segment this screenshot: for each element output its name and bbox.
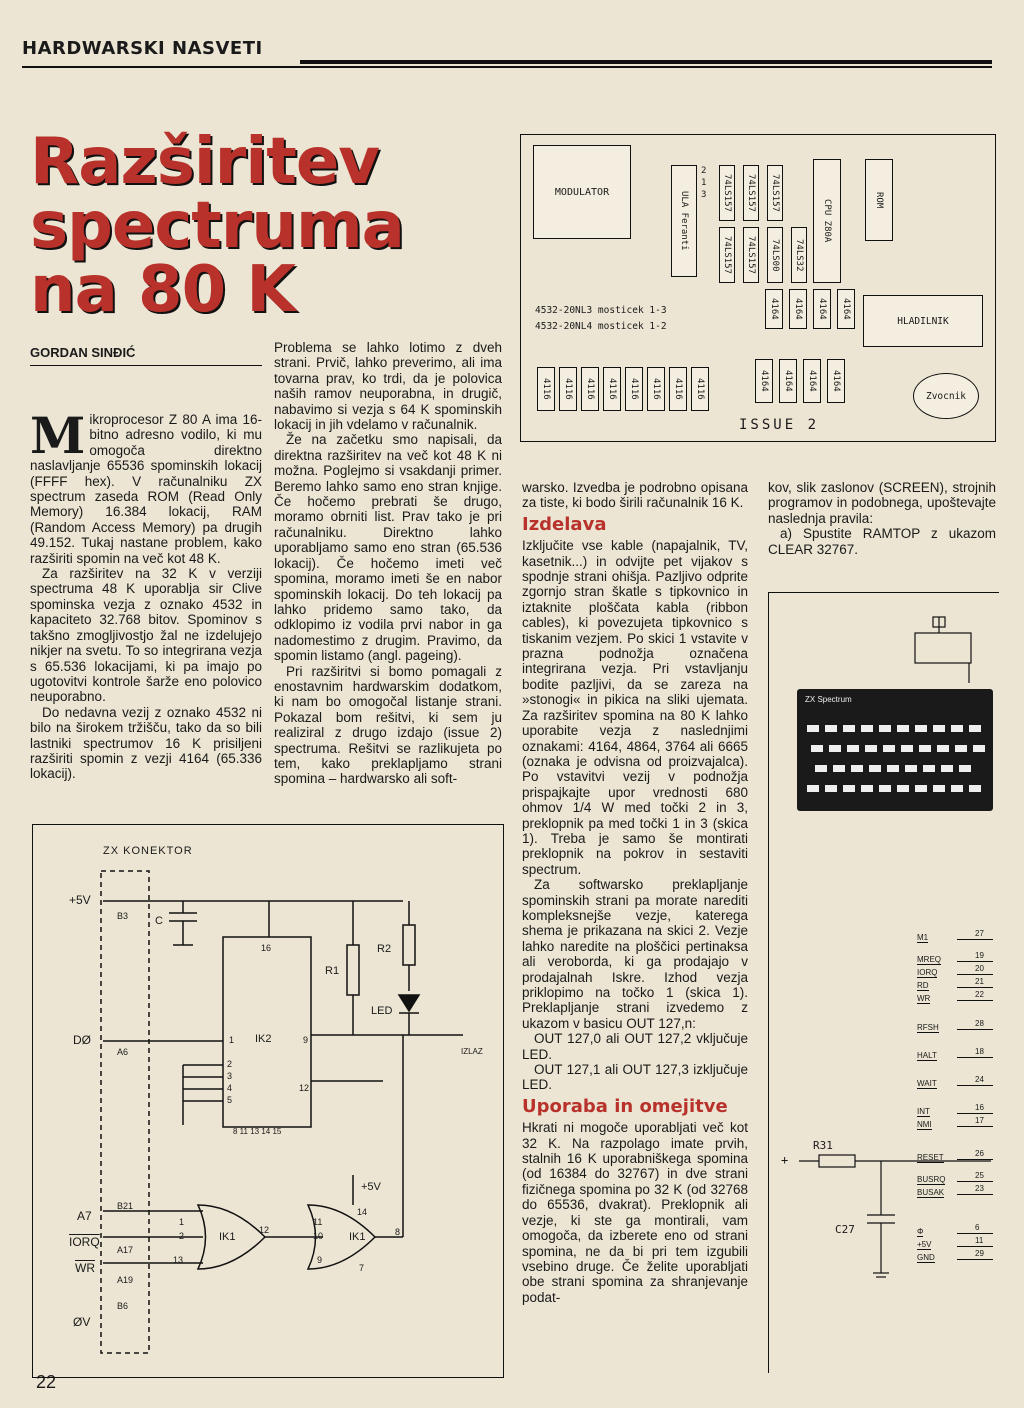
ram-4116-7: 4116 bbox=[669, 367, 687, 411]
logic-chip-top-3: 74LS157 bbox=[767, 165, 783, 221]
zx-signal-line bbox=[957, 1181, 993, 1182]
label-a7: A7 bbox=[77, 1209, 92, 1223]
label-c27: C27 bbox=[835, 1223, 855, 1236]
zx-signal-pin: 11 bbox=[975, 1236, 984, 1245]
zx-signal-label: GND bbox=[917, 1253, 935, 1262]
zx-signal-pin: 21 bbox=[975, 977, 984, 986]
drop-cap: M bbox=[30, 406, 86, 465]
title-line-1: Razširitev bbox=[30, 125, 379, 199]
zx-signal-label: IORQ bbox=[917, 968, 938, 977]
pin-a17: A17 bbox=[117, 1245, 134, 1255]
header-rule bbox=[300, 60, 992, 64]
dram-lower-3: 4164 bbox=[803, 359, 821, 403]
zx-signal-line bbox=[957, 1000, 993, 1001]
zx-signal-label: RFSH bbox=[917, 1023, 939, 1032]
zx-signal-label: WAIT bbox=[917, 1079, 937, 1088]
zx-signal-line bbox=[957, 1233, 993, 1234]
ram-4116-4: 4116 bbox=[603, 367, 621, 411]
zx-signal-label: HALT bbox=[917, 1051, 937, 1060]
logic-chip-bottom-2: 74LS157 bbox=[743, 227, 759, 283]
col3-paragraph-4: OUT 127,0 ali OUT 127,2 vključuje LED. bbox=[522, 1031, 748, 1062]
column-3 bbox=[522, 480, 748, 1305]
ram-4116-2: 4116 bbox=[559, 367, 577, 411]
zx-signal-label: NMI bbox=[917, 1120, 932, 1129]
zx-signal-pin: 27 bbox=[975, 929, 984, 938]
pin-16: 16 bbox=[261, 943, 272, 953]
zx-signal-line bbox=[957, 1246, 993, 1247]
gate-pin-9: 9 bbox=[317, 1255, 323, 1265]
col3-paragraph-3: Za softwarsko preklapljanje spominskih strani pa morate narediti kompleksnejše vezje, katerega shema je prikazana na skici 2. Vezje lahko naredite na ploščici pertinaksa ali veroborda, ki ga prodajajo v prodajalnah Iskre. Izhod vezja priklopimo na točko 1 (skica 1). Preklapljanje strani izvedemo z ukazom v basicu OUT 127,n: bbox=[522, 877, 748, 1031]
zx-signal-row bbox=[917, 1249, 995, 1265]
zx-signal-label: MREQ bbox=[917, 955, 941, 964]
ram-4116-3: 4116 bbox=[581, 367, 599, 411]
col1-paragraph-1: Mikroprocesor Z 80 A ima 16-bitno adresno vodilo, ki mu omogoča direktno naslavljanje 65536 spominskih lokacij (FFFF hex). V računalniku ZX spectrum zaseda ROM (Read Only Memory) 16.384 lokacij, RAM (Random Access Memory) pa drugih 49.152. Tukaj nastane problem, kako razširiti spomin na več kot 48 K. bbox=[30, 406, 262, 566]
zx-signal-row bbox=[917, 1116, 995, 1132]
header-rule-lower bbox=[22, 66, 992, 68]
label-r31: R31 bbox=[813, 1139, 833, 1152]
col1-paragraph-2: Za razširitev na 32 K v verziji spectruma 48 K uporablja sir Clive spominska vezja z oznako 4532 in kapaciteto 32.768 bitov. Spominov s takšno zmogljivostjo žal ne izdelujejo nikjer na svetu. To so integrirana vezja s 65.536 lokacijami, ki pa imajo po ugotovitvi kontrole šarže eno polovico neuporabno. bbox=[30, 566, 262, 705]
subhead-izdelava: Izdelava bbox=[522, 513, 607, 535]
col2-paragraph-3: Pri razširitvi si bomo pomagali z enostavnim hardwarskim dodatkom, ki nam bo omogočal listanje strani. Pokazal bom rešitvi, ki sem ju realiziral z drugo izdajo (issue 2) spectruma. Rešitvi se razlikujeta po tem, kako preklapljamo strani spomina – hardwarsko ali soft- bbox=[274, 663, 502, 787]
rom-chip: ROM bbox=[865, 159, 893, 241]
label-ik2: IK2 bbox=[255, 1033, 272, 1045]
label-plus5v: +5V bbox=[69, 893, 91, 907]
zx-signal-row bbox=[917, 990, 995, 1006]
label-gnd: ØV bbox=[73, 1315, 91, 1329]
pin-b21: B21 bbox=[117, 1201, 134, 1211]
zx-signal-row bbox=[917, 1075, 995, 1091]
label-led: LED bbox=[371, 1005, 393, 1017]
label-d0: DØ bbox=[73, 1033, 91, 1047]
logic-chip-top-2: 74LS157 bbox=[743, 165, 759, 221]
col3-paragraph-1: warsko. Izvedba je podrobno opisana za tiste, ki bodo širili računalnik 16 K. bbox=[522, 480, 748, 511]
pin-a6: A6 bbox=[117, 1047, 129, 1057]
zx-signal-row bbox=[917, 1149, 995, 1165]
gate-pin-13: 13 bbox=[173, 1255, 184, 1265]
col2-paragraph-1: Problema se lahko lotimo z dveh strani. Prvič, lahko preverimo, ali ima tovarna prav, ko trdi, da je polovica naših ramov neuporabna, in drugič, nabavimo si vezja s 64 K spominskih lokacij in jih vdelamo v računalnik. bbox=[274, 340, 502, 433]
label-r1: R1 bbox=[325, 965, 340, 977]
pin-a19: A19 bbox=[117, 1275, 134, 1285]
col4-paragraph-2: a) Spustite RAMTOP z ukazom CLEAR 32767. bbox=[768, 526, 996, 557]
zx-connector-diagram bbox=[768, 592, 999, 1373]
zx-signal-label: RD bbox=[917, 981, 929, 990]
author: GORDAN SINĐIĆ bbox=[30, 345, 136, 360]
modulator-block: MODULATOR bbox=[533, 145, 631, 239]
zx-signal-label: +5V bbox=[917, 1240, 932, 1249]
col3-paragraph-2: Izključite vse kable (napajalnik, TV, kasetnik...) in odvijte pet vijakov s spodnje strani ohišja. Pazljivo odprite zgornjo stran škatle s tipkovnico in iztaknite ploščata kabla (ribbon cables), ki povezujeta tipkovnico s tiskanim vezjem. Po skici 1 vstavite v prazna podnožja označena integrirana vezja. Pri vstavljanju bodite pazljivi, da se zareza na »stonogi« in pikica na sliki ujemata. Za razširitev spomina na 80 K lahko uporabite vezja z naslednjimi oznakami: 4164, 4864, 3764 ali 6665 (oznaka je odvisna od proizvajalca). Po vstavitvi vezij v podnožja prispajkajte upor vrednosti 680 ohmov 1/4 W med točki 2 in 3, preklopnik pa med točki 1 in 3 (skica 1). Treba je samo še montirati preklopnik na pokrov in sestaviti spectrum. bbox=[522, 538, 748, 877]
zx-signal-line bbox=[957, 1159, 993, 1160]
zx-signal-row bbox=[917, 1047, 995, 1063]
zx-signal-line bbox=[957, 974, 993, 975]
zx-signal-row bbox=[917, 929, 995, 945]
zx-signal-label: BUSAK bbox=[917, 1188, 945, 1197]
zx-signal-line bbox=[957, 987, 993, 988]
zx-signal-label: BUSRQ bbox=[917, 1175, 946, 1184]
schematic-lines bbox=[33, 825, 503, 1377]
zx-signal-line bbox=[957, 1126, 993, 1127]
ram-4116-8: 4116 bbox=[691, 367, 709, 411]
page-number: 22 bbox=[36, 1372, 57, 1392]
cpu-chip: CPU Z80A bbox=[813, 159, 841, 283]
ram-4116-1: 4116 bbox=[537, 367, 555, 411]
zx-signal-pin: 22 bbox=[975, 990, 984, 999]
zx-signal-line bbox=[957, 1194, 993, 1195]
pin-12: 12 bbox=[299, 1083, 310, 1093]
dram-lower-1: 4164 bbox=[755, 359, 773, 403]
dram-upper-4: 4164 bbox=[837, 289, 855, 329]
zx-brand: ZX Spectrum bbox=[805, 695, 852, 704]
ram-4116-5: 4116 bbox=[625, 367, 643, 411]
pin-2: 2 bbox=[227, 1059, 233, 1069]
dram-lower-4: 4164 bbox=[827, 359, 845, 403]
article-title bbox=[30, 125, 404, 327]
gate-pin-7: 7 bbox=[359, 1263, 365, 1273]
column-2 bbox=[274, 340, 502, 787]
section-header: HARDWARSKI NASVETI bbox=[22, 38, 263, 59]
logic-chip-bottom-3: 74LS00 bbox=[767, 227, 783, 283]
zx-signal-pin: 26 bbox=[975, 1149, 984, 1158]
label-plus5v-2: +5V bbox=[361, 1181, 381, 1193]
zx-signal-row bbox=[917, 1184, 995, 1200]
zx-signal-line bbox=[957, 1085, 993, 1086]
pin-4: 4 bbox=[227, 1083, 233, 1093]
zx-signal-pin: 6 bbox=[975, 1223, 980, 1232]
pin-b6: B6 bbox=[117, 1301, 129, 1311]
col4-paragraph-1: kov, slik zaslonov (SCREEN), strojnih programov in podobnega, upoštevajte naslednja pravila: bbox=[768, 480, 996, 526]
zx-signal-line bbox=[957, 1057, 993, 1058]
zx-signal-line bbox=[957, 1259, 993, 1260]
plus-sign: + bbox=[781, 1153, 789, 1167]
gate-pin-11: 11 bbox=[313, 1217, 323, 1227]
jumper-pins: 2 1 3 bbox=[701, 166, 707, 200]
col3-paragraph-6: Hkrati ni mogoče uporabljati več kot 32 K. Na razpolago imate prvih, stalnih 16 K uporabniškega spomina (od 16384 do 32767) in dve strani fizičnega spomina po 32 K (od 32768 do 65536, dvakrat). Preklopnik ali vezje, ki ste ga montirali, vam omogoča, da izberete eno od strani spomina, ne da bi pri tem izgubili vsebino druge. Če želite uporabljati obe strani spomina za shranjevanje podat- bbox=[522, 1120, 748, 1305]
ula-chip: ULA Feranti bbox=[671, 165, 697, 277]
jumper-notes: 4532-20NL3 mosticek 1-3 4532-20NL4 mosticek 1-2 bbox=[535, 305, 667, 332]
author-rule bbox=[30, 365, 262, 366]
zx-signal-pin: 28 bbox=[975, 1019, 984, 1028]
zx-signal-pin: 24 bbox=[975, 1075, 984, 1084]
label-r2: R2 bbox=[377, 943, 392, 955]
schematic-diagram bbox=[32, 824, 504, 1378]
col2-paragraph-2: Že na začetku smo napisali, da direktna razširitev na več kot 48 K ni možna. Poglejmo si vsakdanji primer. Beremo lahko samo eno stran knjige. Če hočemo prebrati še drugo, moramo obrniti list. Prav tako je pri računalniku. Direktno lahko uporabljamo samo eno stran (65.536 lokacij). Če hočemo imeti več spomina, moramo imeti še en nabor spominskih lokacij. Do teh lokacij pa lahko pridemo samo tako, da odklopimo iz vodila prvi nabor in ga nadomestimo z drugim. Pravimo, da spomin listamo (angl. pageing). bbox=[274, 432, 502, 664]
title-line-2: spectruma bbox=[30, 189, 404, 263]
logic-chip-bottom-1: 74LS157 bbox=[719, 227, 735, 283]
pin-1: 1 bbox=[229, 1035, 235, 1045]
zx-signal-pin: 16 bbox=[975, 1103, 984, 1112]
zx-signal-pin: 29 bbox=[975, 1249, 984, 1258]
zx-signal-line bbox=[957, 961, 993, 962]
column-4 bbox=[768, 480, 996, 557]
dram-lower-2: 4164 bbox=[779, 359, 797, 403]
column-1 bbox=[30, 406, 262, 782]
pin-3: 3 bbox=[227, 1071, 233, 1081]
zx-signal-row bbox=[917, 1019, 995, 1035]
label-ik1-b: IK1 bbox=[349, 1231, 366, 1243]
pin-5: 5 bbox=[227, 1095, 233, 1105]
dram-upper-3: 4164 bbox=[813, 289, 831, 329]
zx-signal-label: Φ bbox=[917, 1227, 924, 1236]
schematic-title: ZX KONEKTOR bbox=[103, 845, 193, 857]
gate-pin-12: 12 bbox=[259, 1225, 270, 1235]
gate-pin-8: 8 bbox=[395, 1227, 401, 1237]
pin-b3: B3 bbox=[117, 911, 129, 921]
zx-signal-line bbox=[957, 1113, 993, 1114]
zx-signal-line bbox=[957, 939, 993, 940]
zx-signal-pin: 20 bbox=[975, 964, 984, 973]
gate-pin-2: 2 bbox=[179, 1231, 185, 1241]
dram-upper-1: 4164 bbox=[765, 289, 783, 329]
heatsink: HLADILNIK bbox=[863, 295, 983, 347]
speaker: Zvocnik bbox=[913, 373, 979, 419]
gate-pin-1: 1 bbox=[179, 1217, 185, 1227]
gate-pin-10: 10 bbox=[313, 1231, 324, 1241]
label-iorq: IORQ bbox=[69, 1235, 100, 1249]
zx-signal-pin: 23 bbox=[975, 1184, 984, 1193]
label-wr: $\overline{WR}$ bbox=[75, 1261, 95, 1275]
zx-signal-pin: 25 bbox=[975, 1171, 984, 1180]
label-c: C bbox=[155, 915, 163, 927]
pin-9: 9 bbox=[303, 1035, 309, 1045]
logic-chip-top-1: 74LS157 bbox=[719, 165, 735, 221]
logic-chip-bottom-4: 74LS32 bbox=[791, 227, 807, 283]
zx-signal-line bbox=[957, 1029, 993, 1030]
title-line-3: na 80 K bbox=[30, 253, 295, 327]
col3-paragraph-5: OUT 127,1 ali OUT 127,3 izključuje LED. bbox=[522, 1062, 748, 1093]
zx-signal-label: INT bbox=[917, 1107, 930, 1116]
label-ik1-a: IK1 bbox=[219, 1231, 236, 1243]
board-layout-diagram bbox=[520, 134, 996, 442]
ram-4116-6: 4116 bbox=[647, 367, 665, 411]
zx-signal-pin: 17 bbox=[975, 1116, 984, 1125]
dram-upper-2: 4164 bbox=[789, 289, 807, 329]
label-izlaz: IZLAZ bbox=[461, 1047, 483, 1056]
issue-label: ISSUE 2 bbox=[739, 417, 820, 433]
zx-signal-label: WR bbox=[917, 994, 931, 1003]
gate-pin-14: 14 bbox=[357, 1207, 368, 1217]
zx-signal-pin: 19 bbox=[975, 951, 984, 960]
zx-signal-label: M1 bbox=[917, 933, 929, 942]
zx-signal-label: RESET bbox=[917, 1153, 944, 1162]
pins-bottom: 8 11 13 14 15 bbox=[233, 1127, 282, 1136]
zx-signal-pin: 18 bbox=[975, 1047, 984, 1056]
col1-paragraph-3: Do nedavna vezij z oznako 4532 ni bilo na širokem tržišču, tako da so bili lastniki spectrumov 16 K prisiljeni razširiti spomin z vezji 4164 (65.336 lokacij). bbox=[30, 704, 262, 782]
subhead-uporaba: Uporaba in omejitve bbox=[522, 1095, 728, 1117]
